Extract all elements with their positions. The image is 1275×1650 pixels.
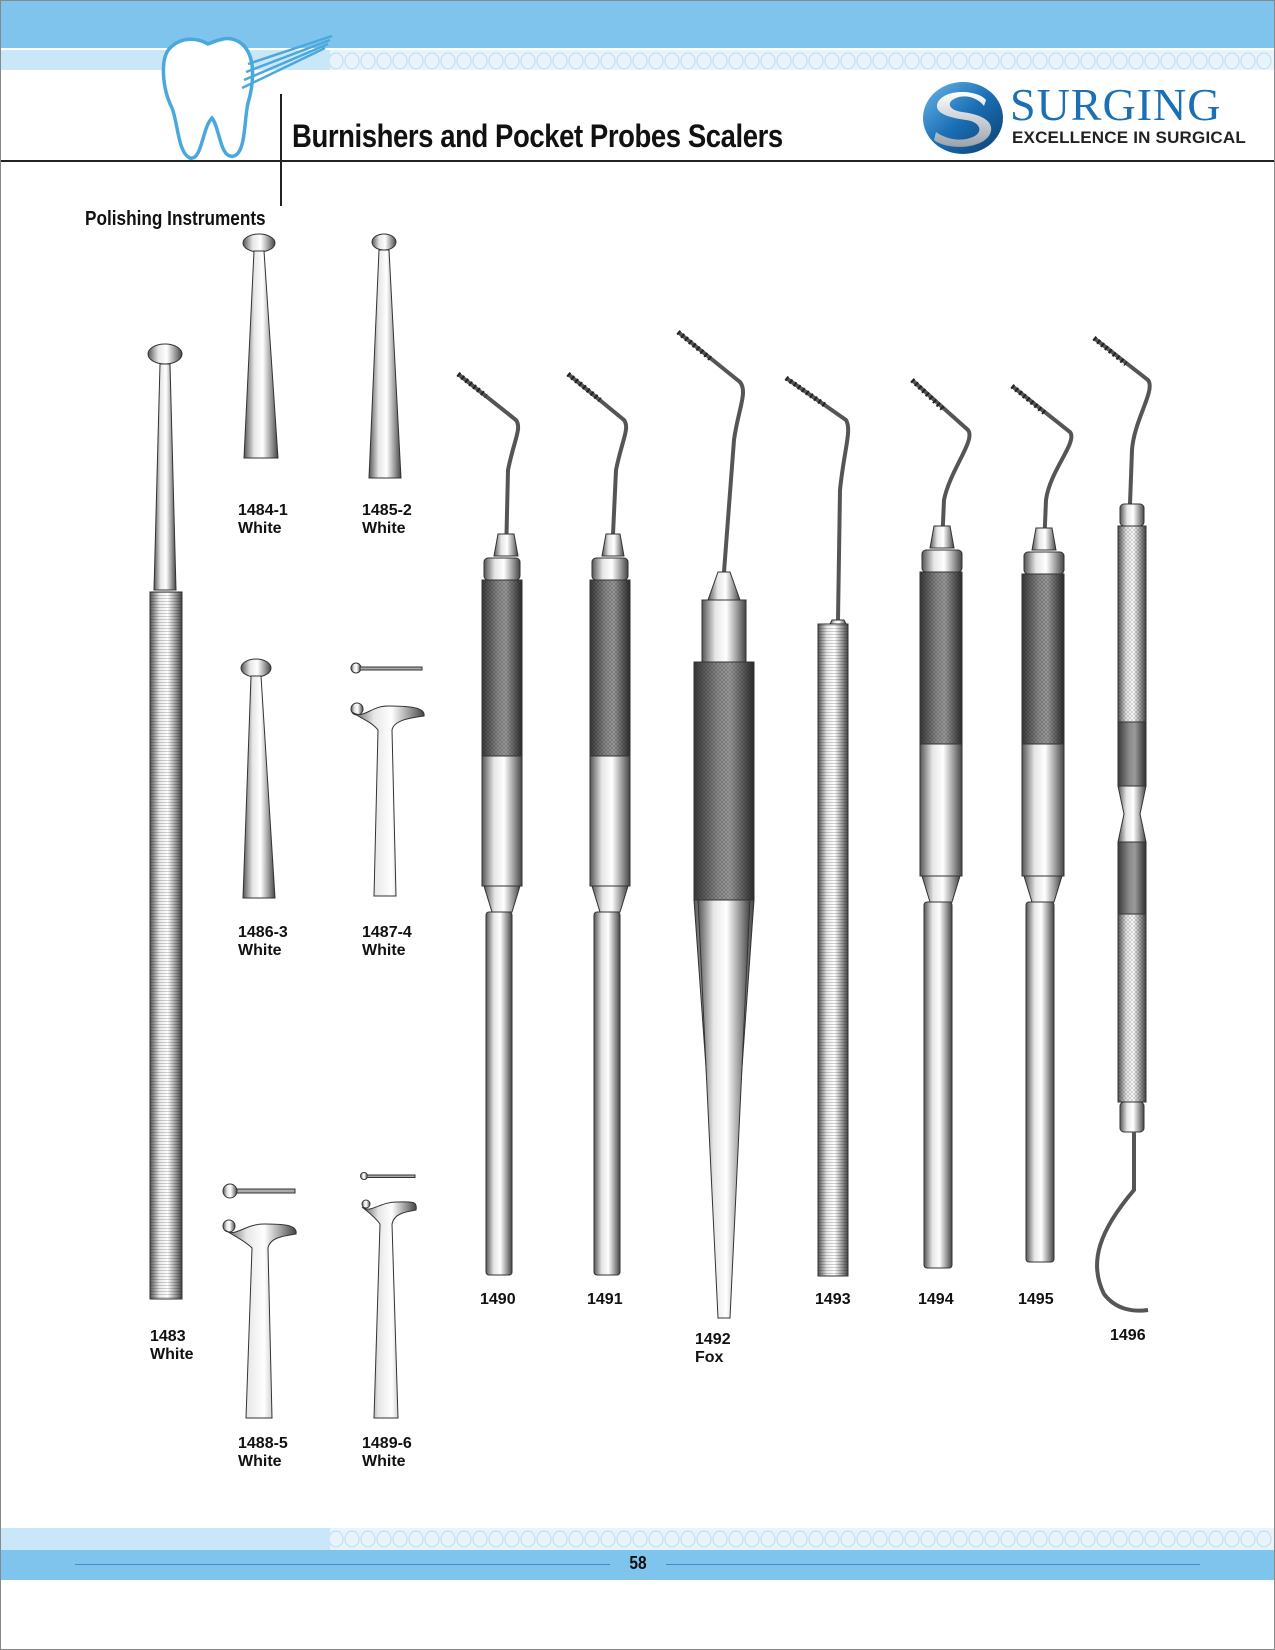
product-name: Fox xyxy=(695,1349,724,1366)
instrument-1492 xyxy=(678,332,754,1318)
product-name: White xyxy=(362,942,406,959)
product-name: White xyxy=(238,520,282,537)
instrument-1495 xyxy=(1012,386,1071,1262)
brand-tagline: EXCELLENCE IN SURGICAL xyxy=(1012,128,1246,147)
instrument-1494 xyxy=(912,380,970,1268)
product-label-1494 xyxy=(918,1291,954,1309)
product-code: 1487-4 xyxy=(362,924,412,941)
instrument-1489-6 xyxy=(361,1173,417,1419)
page-number: 58 xyxy=(629,1553,647,1573)
product-label-1488-5 xyxy=(238,1435,288,1471)
product-label-1486-3 xyxy=(238,924,288,960)
product-label-1485-2 xyxy=(362,502,412,538)
footer-rule-left xyxy=(75,1564,610,1565)
instrument-1491 xyxy=(568,374,630,1275)
product-label-1487-4 xyxy=(362,924,412,960)
product-label-1496 xyxy=(1110,1327,1146,1345)
product-label-1495 xyxy=(1018,1291,1054,1309)
product-label-1492 xyxy=(695,1331,731,1367)
instrument-1493 xyxy=(786,378,848,1276)
product-code: 1491 xyxy=(587,1291,623,1308)
product-code: 1486-3 xyxy=(238,924,288,941)
instrument-1483 xyxy=(148,344,182,1299)
product-label-1484-1 xyxy=(238,502,288,538)
footer-light-stripe xyxy=(0,1528,340,1550)
product-label-1489-6 xyxy=(362,1435,412,1471)
instrument-1486-3 xyxy=(241,659,275,898)
product-code: 1484-1 xyxy=(238,502,288,519)
instrument-1485-2 xyxy=(369,234,401,478)
product-code: 1489-6 xyxy=(362,1435,412,1452)
product-label-1493 xyxy=(815,1291,851,1309)
footer-rule-right xyxy=(666,1564,1200,1565)
footer-ring-pattern xyxy=(330,1528,1275,1550)
product-code: 1494 xyxy=(918,1291,954,1308)
product-code: 1488-5 xyxy=(238,1435,288,1452)
instrument-1496 xyxy=(1094,338,1150,1311)
product-code: 1483 xyxy=(150,1328,186,1345)
product-name: White xyxy=(238,942,282,959)
product-name: White xyxy=(362,1453,406,1470)
product-label-1490 xyxy=(480,1291,516,1309)
brand-name: SURGING xyxy=(1010,79,1222,130)
instrument-1490 xyxy=(458,374,522,1275)
instrument-1488-5 xyxy=(223,1184,296,1418)
page-title: Burnishers and Pocket Probes Scalers xyxy=(292,118,783,154)
product-code: 1485-2 xyxy=(362,502,412,519)
product-code: 1490 xyxy=(480,1291,516,1308)
product-label-1483 xyxy=(150,1328,194,1364)
product-name: White xyxy=(362,520,406,537)
product-name: White xyxy=(238,1453,282,1470)
product-code: 1495 xyxy=(1018,1291,1054,1308)
product-code: 1493 xyxy=(815,1291,851,1308)
instrument-1487-4 xyxy=(351,663,424,896)
product-name: White xyxy=(150,1346,194,1363)
section-heading: Polishing Instruments xyxy=(85,208,266,230)
product-code: 1496 xyxy=(1110,1327,1146,1344)
instrument-1484-1 xyxy=(243,234,278,458)
product-label-1491 xyxy=(587,1291,623,1309)
product-code: 1492 xyxy=(695,1331,731,1348)
